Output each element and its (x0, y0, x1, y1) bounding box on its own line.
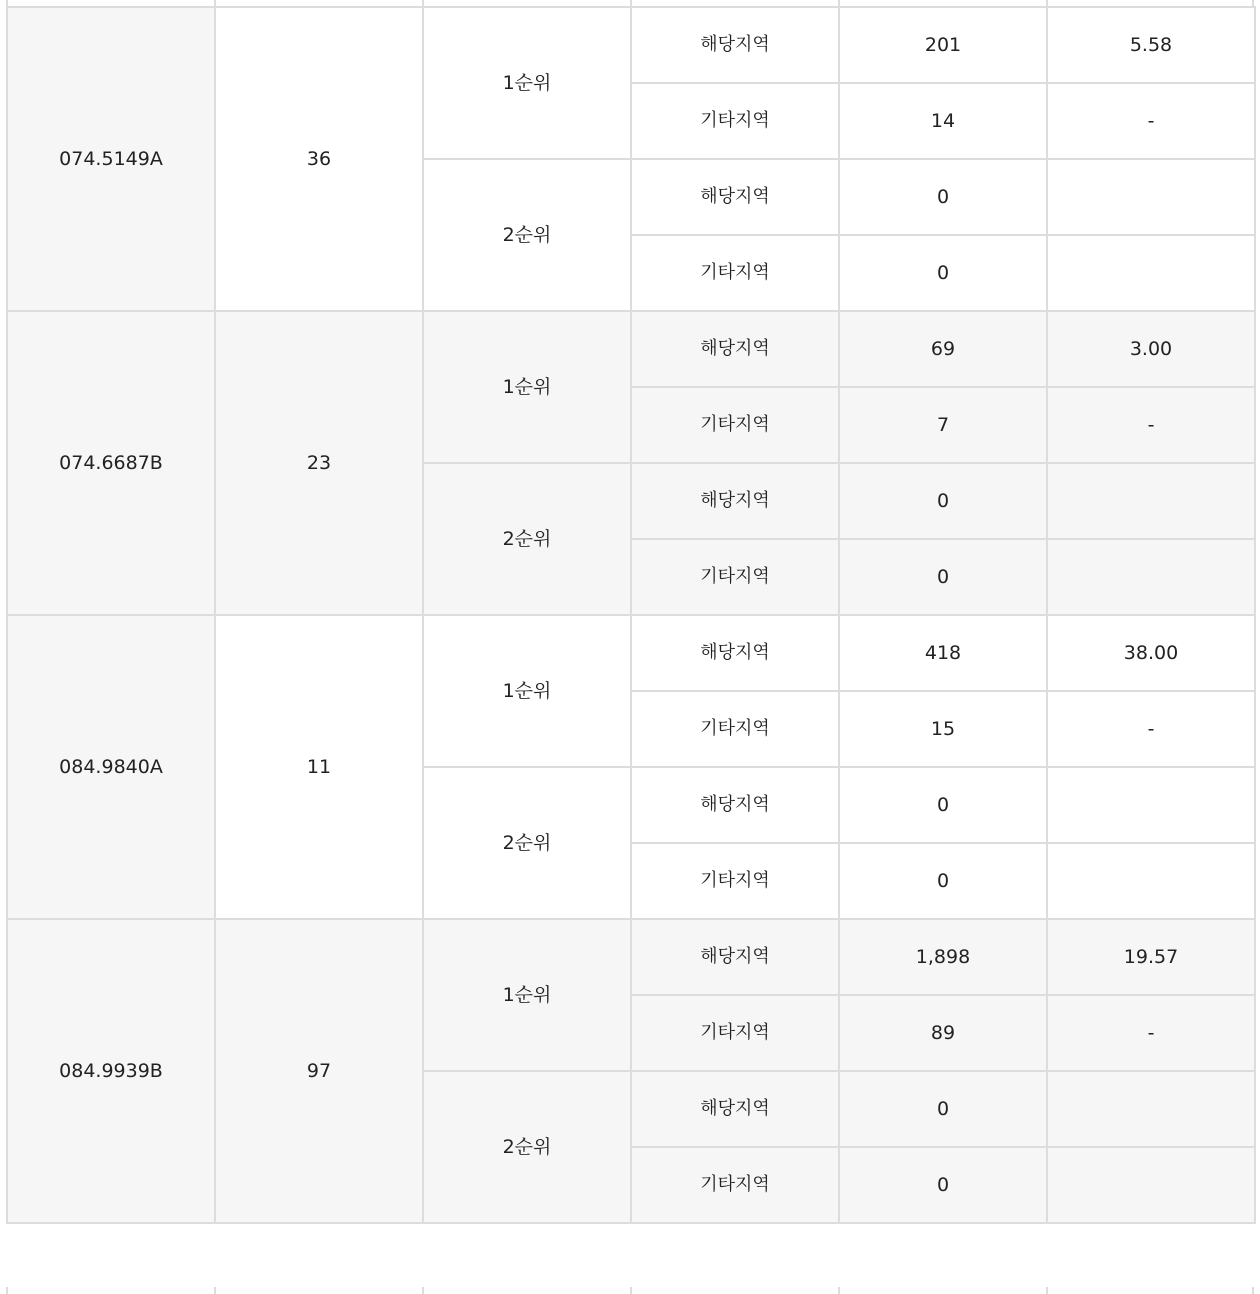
applicants-cell: 0 (839, 843, 1047, 919)
housing-type-group (7, 615, 1255, 919)
applicants-cell: 0 (839, 767, 1047, 843)
competition-rate-cell (1047, 539, 1255, 615)
region-cell: 해당지역 (631, 311, 839, 387)
applicants-cell: 0 (839, 235, 1047, 311)
rank-cell: 1순위 (423, 311, 631, 463)
applicants-cell: 69 (839, 311, 1047, 387)
table-bottom-edge (6, 1287, 1254, 1294)
competition-rate-cell: 38.00 (1047, 615, 1255, 691)
region-cell: 해당지역 (631, 159, 839, 235)
housing-type-cell: 074.5149A (7, 7, 215, 311)
region-cell: 기타지역 (631, 995, 839, 1071)
region-cell: 기타지역 (631, 1147, 839, 1223)
applicants-cell: 0 (839, 1071, 1047, 1147)
table-row (7, 615, 1255, 691)
region-cell: 해당지역 (631, 1071, 839, 1147)
supply-count-cell: 23 (215, 311, 423, 615)
competition-rate-cell: 5.58 (1047, 7, 1255, 83)
housing-type-cell: 074.6687B (7, 311, 215, 615)
housing-type-group (7, 919, 1255, 1223)
table-row (7, 311, 1255, 387)
table-row (7, 7, 1255, 83)
applicants-cell: 89 (839, 995, 1047, 1071)
competition-rate-cell: - (1047, 83, 1255, 159)
subscription-results-table-frame (6, 0, 1254, 1294)
competition-rate-cell (1047, 767, 1255, 843)
rank-cell: 2순위 (423, 159, 631, 311)
applicants-cell: 418 (839, 615, 1047, 691)
applicants-cell: 1,898 (839, 919, 1047, 995)
competition-rate-cell: - (1047, 691, 1255, 767)
applicants-cell: 14 (839, 83, 1047, 159)
region-cell: 해당지역 (631, 919, 839, 995)
region-cell: 기타지역 (631, 387, 839, 463)
housing-type-cell: 084.9840A (7, 615, 215, 919)
competition-rate-cell (1047, 843, 1255, 919)
competition-rate-cell (1047, 1147, 1255, 1223)
competition-rate-cell (1047, 463, 1255, 539)
applicants-cell: 15 (839, 691, 1047, 767)
competition-rate-cell: 3.00 (1047, 311, 1255, 387)
rank-cell: 1순위 (423, 615, 631, 767)
applicants-cell: 0 (839, 539, 1047, 615)
rank-cell: 2순위 (423, 767, 631, 919)
region-cell: 해당지역 (631, 463, 839, 539)
competition-rate-cell: - (1047, 387, 1255, 463)
competition-rate-cell: - (1047, 995, 1255, 1071)
applicants-cell: 0 (839, 1147, 1047, 1223)
rank-cell: 1순위 (423, 919, 631, 1071)
competition-rate-cell (1047, 235, 1255, 311)
applicants-cell: 0 (839, 159, 1047, 235)
subscription-results-table (6, 6, 1256, 1224)
region-cell: 기타지역 (631, 539, 839, 615)
housing-type-group (7, 311, 1255, 615)
housing-type-cell: 084.9939B (7, 919, 215, 1223)
region-cell: 해당지역 (631, 767, 839, 843)
table-row (7, 919, 1255, 995)
applicants-cell: 201 (839, 7, 1047, 83)
supply-count-cell: 36 (215, 7, 423, 311)
applicants-cell: 0 (839, 463, 1047, 539)
housing-type-group (7, 7, 1255, 311)
supply-count-cell: 97 (215, 919, 423, 1223)
rank-cell: 1순위 (423, 7, 631, 159)
region-cell: 기타지역 (631, 691, 839, 767)
rank-cell: 2순위 (423, 1071, 631, 1223)
applicants-cell: 7 (839, 387, 1047, 463)
region-cell: 기타지역 (631, 843, 839, 919)
region-cell: 해당지역 (631, 615, 839, 691)
region-cell: 기타지역 (631, 83, 839, 159)
competition-rate-cell: 19.57 (1047, 919, 1255, 995)
rank-cell: 2순위 (423, 463, 631, 615)
supply-count-cell: 11 (215, 615, 423, 919)
region-cell: 기타지역 (631, 235, 839, 311)
region-cell: 해당지역 (631, 7, 839, 83)
competition-rate-cell (1047, 1071, 1255, 1147)
competition-rate-cell (1047, 159, 1255, 235)
